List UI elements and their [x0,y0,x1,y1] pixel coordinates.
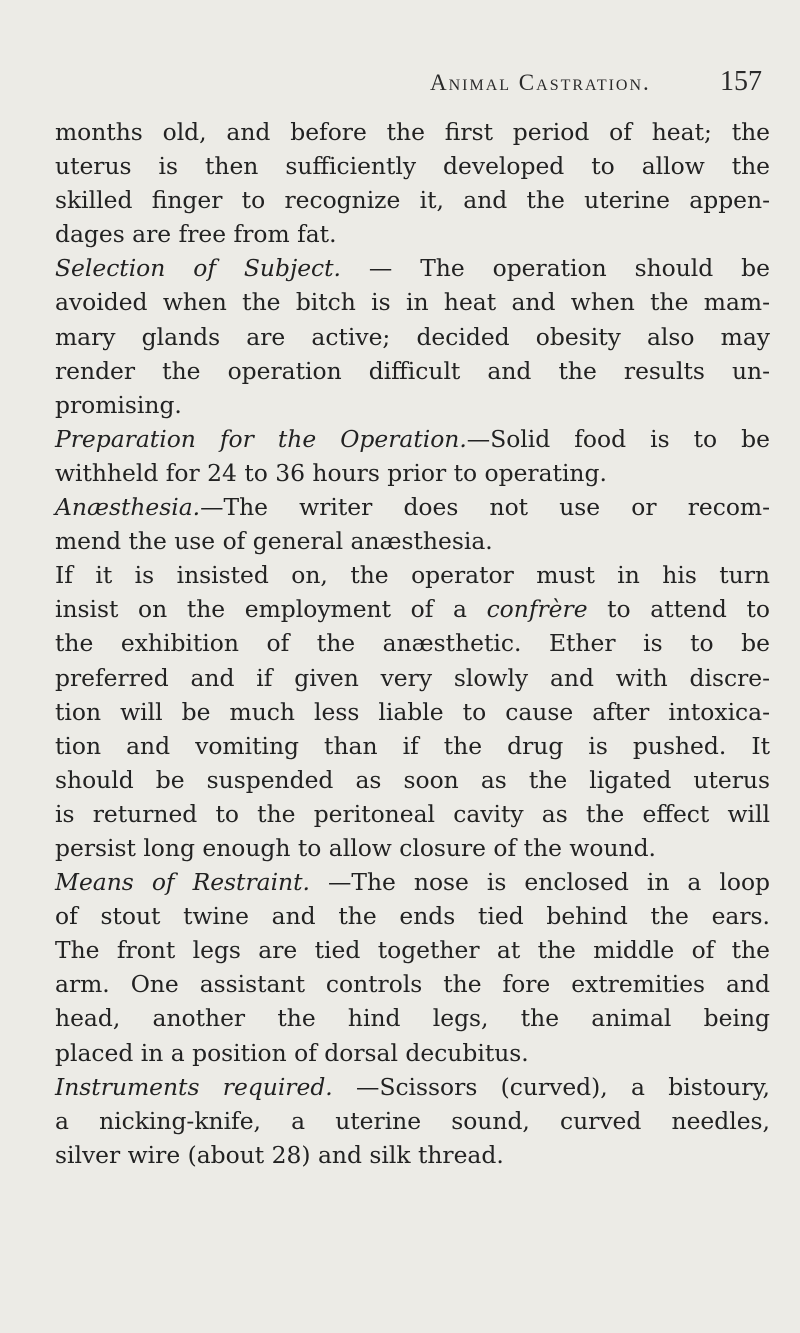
text-run: mend the use of general anæsthesia. [55,527,493,556]
text-line [55,661,770,695]
text-run: promising. [55,390,182,419]
text-run: —The nose is enclosed in a loop [309,868,770,897]
text-line [55,115,770,149]
italic-heading-run: Anæsthesia. [55,493,201,522]
text-line [55,354,770,388]
text-line [55,422,770,456]
text-line [55,763,770,797]
text-line [55,729,770,763]
running-title: Animal Castration. [430,70,651,95]
text-run: silver wire (about 28) and silk thread. [55,1140,504,1169]
text-line [55,217,770,251]
text-line [55,626,770,660]
text-run: months old, and before the first period of heat; the [55,118,770,146]
text-run: avoided when the bitch is in heat and when the mam- [55,288,770,317]
text-run: render the operation difficult and the results un- [55,356,770,385]
text-line [55,456,770,490]
text-line [55,933,770,967]
text-run: should be suspended as soon as the ligated uterus [55,765,770,794]
text-line [55,831,770,865]
text-line [55,1138,770,1172]
text-run: uterus is then sufficiently developed to allow the [55,152,770,181]
text-line [55,558,770,592]
text-run: —The writer does not use or recom- [200,493,770,522]
text-run: placed in a position of dorsal decubitus. [55,1038,529,1067]
text-line [55,1036,770,1070]
text-run: withheld for 24 to 36 hours prior to operating. [55,458,607,487]
page-number: 157 [720,66,762,97]
text-run: insist on the employment of a [55,595,487,624]
text-run: preferred and if given very slowly and with discre- [55,663,770,692]
text-run: dages are free from fat. [55,220,337,249]
text-run: a nicking-knife, a uterine sound, curved needles, [55,1106,770,1135]
italic-heading-run: confrère [486,595,588,624]
text-run: mary glands are active; decided obesity also may [55,322,770,351]
text-run: to attend to [587,595,770,624]
text-line [55,865,770,899]
text-line [55,592,770,626]
text-line [55,1070,770,1104]
text-line [55,388,770,422]
text-line [55,251,770,285]
body-text [55,115,770,1172]
text-line [55,1001,770,1035]
text-run: arm. One assistant controls the fore extremities and [55,970,770,999]
text-line [55,320,770,354]
text-run: If it is insisted on, the operator must in his turn [55,561,770,590]
text-line [55,695,770,729]
italic-heading-run: Instruments required. [55,1072,333,1101]
text-run: is returned to the peritoneal cavity as the effect will [55,799,770,828]
text-run: —Scissors (curved), a bistoury, [332,1072,770,1101]
text-line [55,967,770,1001]
text-run: — The operation should be [340,254,770,283]
text-line [55,183,770,217]
text-run: of stout twine and the ends tied behind the ears. [55,902,770,931]
text-run: The front legs are tied together at the middle of the [55,936,770,965]
text-line [55,899,770,933]
italic-heading-run: Preparation for the Operation. [55,424,467,453]
italic-heading-run: Selection of Subject. [55,254,341,283]
text-line [55,797,770,831]
text-line [55,524,770,558]
text-run: persist long enough to allow closure of the wound. [55,833,656,862]
text-run: skilled finger to recognize it, and the uterine appen- [55,186,770,215]
text-line [55,285,770,319]
text-run: tion and vomiting than if the drug is pushed. It [55,731,770,760]
text-run: the exhibition of the anæsthetic. Ether is to be [55,629,770,658]
text-line [55,149,770,183]
text-run: head, another the hind legs, the animal being [55,1004,770,1033]
italic-heading-run: Means of Restraint. [55,868,310,897]
text-run: tion will be much less liable to cause after intoxica- [55,697,770,726]
text-line [55,490,770,524]
text-line [55,1104,770,1138]
text-run: —Solid food is to be [466,424,770,453]
